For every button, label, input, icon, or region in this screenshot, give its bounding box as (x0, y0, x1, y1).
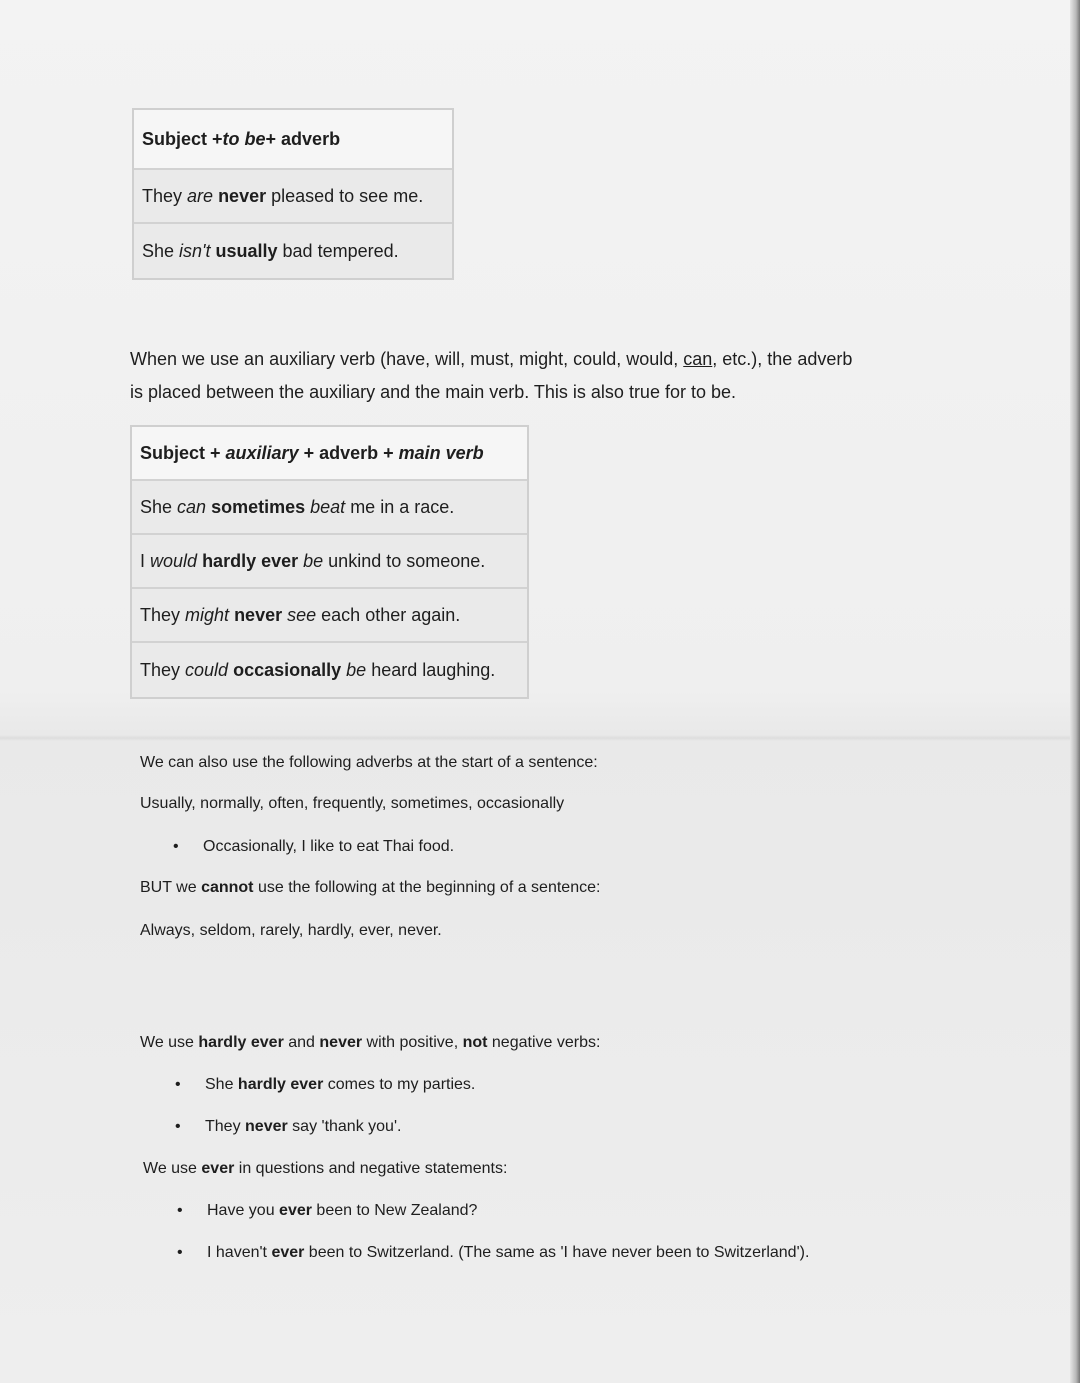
list-item: • She hardly ever comes to my parties. (175, 1076, 476, 1093)
hardly-ever-intro: We use hardly ever and never with positive, not negative verbs: (140, 1034, 601, 1051)
table-row: They might never see each other again. (132, 589, 527, 643)
list-item: • They never say 'thank you'. (175, 1118, 402, 1135)
bullet-icon: • (173, 838, 179, 855)
bullet-icon: • (177, 1202, 183, 1219)
but-line: BUT we cannot use the following at the beginning of a sentence: (140, 879, 601, 896)
table-auxiliary (130, 425, 529, 699)
ever-intro: We use ever in questions and negative statements: (143, 1160, 508, 1177)
paper-fold (0, 735, 1080, 741)
list-item: • I haven't ever been to Switzerland. (The same as 'I have never been to Switzerland'). (177, 1244, 810, 1261)
bullet-icon: • (175, 1118, 181, 1135)
table-row: She can sometimes beat me in a race. (132, 481, 527, 535)
auxiliary-paragraph: When we use an auxiliary verb (have, will, must, might, could, would, can, etc.), the adverb is placed between the auxiliary and the main verb. This is also true for to be. (130, 349, 853, 402)
bullet-icon: • (177, 1244, 183, 1261)
list-item: • Have you ever been to New Zealand? (177, 1202, 478, 1219)
start-adverb-list: Usually, normally, often, frequently, sometimes, occasionally (140, 795, 565, 812)
table-header: Subject + auxiliary + adverb + main verb (132, 427, 527, 481)
table-row: I would hardly ever be unkind to someone. (132, 535, 527, 589)
list-item: • Occasionally, I like to eat Thai food. (173, 838, 455, 855)
paper-edge (1070, 0, 1080, 1383)
bullet-icon: • (175, 1076, 181, 1093)
table-to-be (132, 108, 454, 280)
table-row: They could occasionally be heard laughing. (132, 643, 527, 697)
start-intro: We can also use the following adverbs at the start of a sentence: (140, 754, 598, 771)
forbidden-adverb-list: Always, seldom, rarely, hardly, ever, never. (140, 922, 442, 939)
table-row: She isn't usually bad tempered. (134, 224, 452, 278)
table-header: Subject + to be + adverb (134, 110, 452, 170)
table-row: They are never pleased to see me. (134, 170, 452, 224)
